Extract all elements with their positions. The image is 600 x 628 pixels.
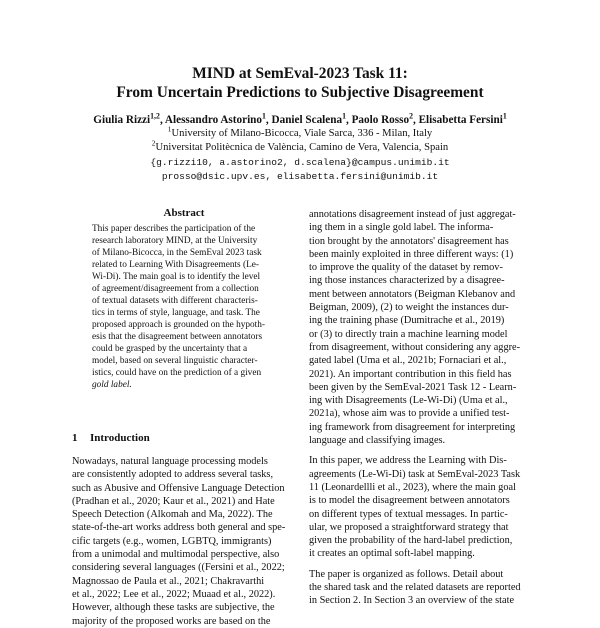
abstract-line: gold label. — [92, 380, 132, 390]
body-line: from a unimodal and multimodal perspective, also — [72, 549, 280, 561]
abstract-body — [92, 223, 282, 391]
email-line-2: prosso@dsic.upv.es, elisabetta.fersini@unimib.it — [161, 171, 439, 182]
abstract-line: model, based on several linguistic character- — [92, 356, 258, 366]
author: Daniel Scalena$^1$ — [271, 111, 346, 126]
author: Alessandro Astorino$^1$ — [164, 111, 266, 126]
body-line: 2021a), whose aim was to provide a unified test- — [309, 408, 510, 420]
body-line: been given by the SemEval-2021 Task 12 - Learn- — [309, 381, 517, 393]
abstract-line: tics in terms of style, language, and task. The — [92, 308, 260, 318]
body-line: tion brought by the annotators' disagreement has — [309, 235, 509, 247]
right-column-body — [309, 208, 534, 608]
body-line: state-of-the-art works address both general and spe- — [72, 522, 286, 534]
body-line: ment between annotators (Beigman Klebanov and — [309, 288, 516, 300]
author-list: Giulia Rizzi$^{1,2}$, Alessandro Astorino$^1$, Daniel Scalena$^1$, Paolo Rosso$^2$, Elisabetta Fersini$^1$ — [93, 111, 507, 126]
body-line: et al., 2022; Lee et al., 2022; Muaad et al., 2022). — [72, 588, 276, 600]
abstract-line: istics, could have on the prediction of a given — [92, 368, 262, 378]
author: Paolo Rosso$^2$ — [351, 111, 413, 126]
body-line: given the probability of the hard-label prediction, — [309, 535, 513, 547]
body-line: ing framework from disagreement for interpreting — [309, 421, 516, 433]
abstract-line: of textual datasets with different characteris- — [92, 296, 258, 306]
body-line: agreements (Le-Wi-Di) task at SemEval-2023 Task — [309, 468, 521, 480]
body-line: been mainly exploited in three different ways: (1) — [309, 248, 514, 260]
body-line: Speech Detection (Alkomah and Ma, 2022). The — [72, 509, 273, 521]
body-line: is to model the disagreement between annotators — [309, 495, 510, 507]
abstract-line: of agreement/disagreement from a collection — [92, 284, 259, 294]
body-line: In this paper, we address the Learning with Dis- — [309, 455, 507, 467]
body-line: Nowadays, natural language processing models — [72, 456, 268, 467]
body-line: from disagreement, without considering any aggre- — [309, 341, 521, 353]
section-heading-introduction — [72, 432, 150, 444]
abstract-line: proposed approach is grounded on the hypoth- — [92, 320, 265, 330]
body-line: 11 (Leonardellli et al., 2023), where the main goal — [309, 481, 516, 493]
author: Elisabetta Fersini$^1$ — [418, 111, 507, 126]
body-line: ing them in a single gold label. The informa- — [309, 222, 494, 234]
body-line: majority of the proposed works are based on the — [72, 615, 271, 627]
section-number: 1 — [72, 432, 78, 444]
body-line: language and classifying images. — [309, 435, 446, 447]
body-line: ing the training phase (Dumitrache et al., 2019) — [309, 315, 505, 327]
body-line: to improve the quality of the dataset by remov- — [309, 262, 503, 274]
body-line: However, although these tasks are subjective, the — [72, 602, 275, 614]
body-line: (Pradhan et al., 2020; Kaur et al., 2021) and Hate — [72, 495, 275, 507]
body-line: ing with Disagreements (Le-Wi-Di) (Uma et al., — [309, 395, 508, 407]
body-line: Beigman, 2009), (2) to weight the instances dur- — [309, 302, 509, 314]
body-line: the shared task and the related datasets are reported — [309, 582, 521, 594]
author: Giulia Rizzi$^{1,2}$ — [93, 111, 160, 126]
paper-title — [0, 64, 600, 102]
abstract-line: esis that the disagreement between annotators — [92, 332, 263, 342]
body-line: 2021). An important contribution in this field has — [309, 368, 512, 380]
abstract-line: could be grasped by the uncertainty that a — [92, 344, 248, 354]
paragraph-gap — [309, 447, 534, 454]
abstract-line: research laboratory MIND, at the University — [92, 236, 258, 246]
paragraph-gap — [309, 561, 534, 568]
body-line: such as Abusive and Offensive Language Detection — [72, 482, 285, 494]
abstract-line: Wi-Di). The main goal is to identify the level — [92, 272, 261, 282]
body-line: cific targets (e.g., women, LGBTQ, immigrants) — [72, 535, 272, 547]
email-line-1: {g.rizzi10, a.astorino2, d.scalena}@campus.unimib.it — [150, 157, 450, 168]
title-line-2: From Uncertain Predictions to Subjective Disagreement — [116, 84, 484, 101]
body-line: ing those instances characterized by a disagree- — [309, 275, 505, 287]
body-line: gated label (Uma et al., 2021b; Fornaciari et al., — [309, 355, 507, 367]
introduction-body — [72, 455, 294, 628]
body-line: or (3) to directly train a machine learning model — [309, 328, 508, 340]
body-line: in Section 2. In Section 3 an overview of the state — [309, 595, 515, 607]
affiliation-1: $^1$University of Milano-Bicocca, Viale Sarca, 336 - Milan, Italy — [167, 124, 433, 139]
affiliation-2: $^2$Universitat Politècnica de València, Camino de Vera, Valencia, Spain — [151, 138, 449, 153]
body-line: Magnossao de Paula et al., 2021; Chakravarthi — [72, 575, 265, 587]
section-title: Introduction — [90, 432, 150, 444]
abstract-line: related to Learning With Disagreements (Le- — [92, 260, 259, 270]
abstract-heading: Abstract — [163, 207, 205, 219]
body-line: ular, we proposed a straightforward strategy that — [309, 521, 509, 533]
abstract-line: of Milano-Bicocca, in the SemEval 2023 task — [92, 248, 262, 258]
body-line: The paper is organized as follows. Detail about — [309, 568, 504, 580]
body-line: on different types of textual messages. In partic- — [309, 508, 508, 520]
body-line: annotations disagreement instead of just aggregat- — [309, 209, 516, 220]
body-line: are consistently adopted to address several tasks, — [72, 469, 274, 481]
title-line-1: MIND at SemEval-2023 Task 11: — [192, 65, 408, 82]
body-line: it creates an optimal soft-label mapping. — [309, 548, 475, 560]
body-line: considering several languages ((Fersini et al., 2022; — [72, 562, 285, 574]
abstract-line: This paper describes the participation of the — [92, 224, 256, 234]
